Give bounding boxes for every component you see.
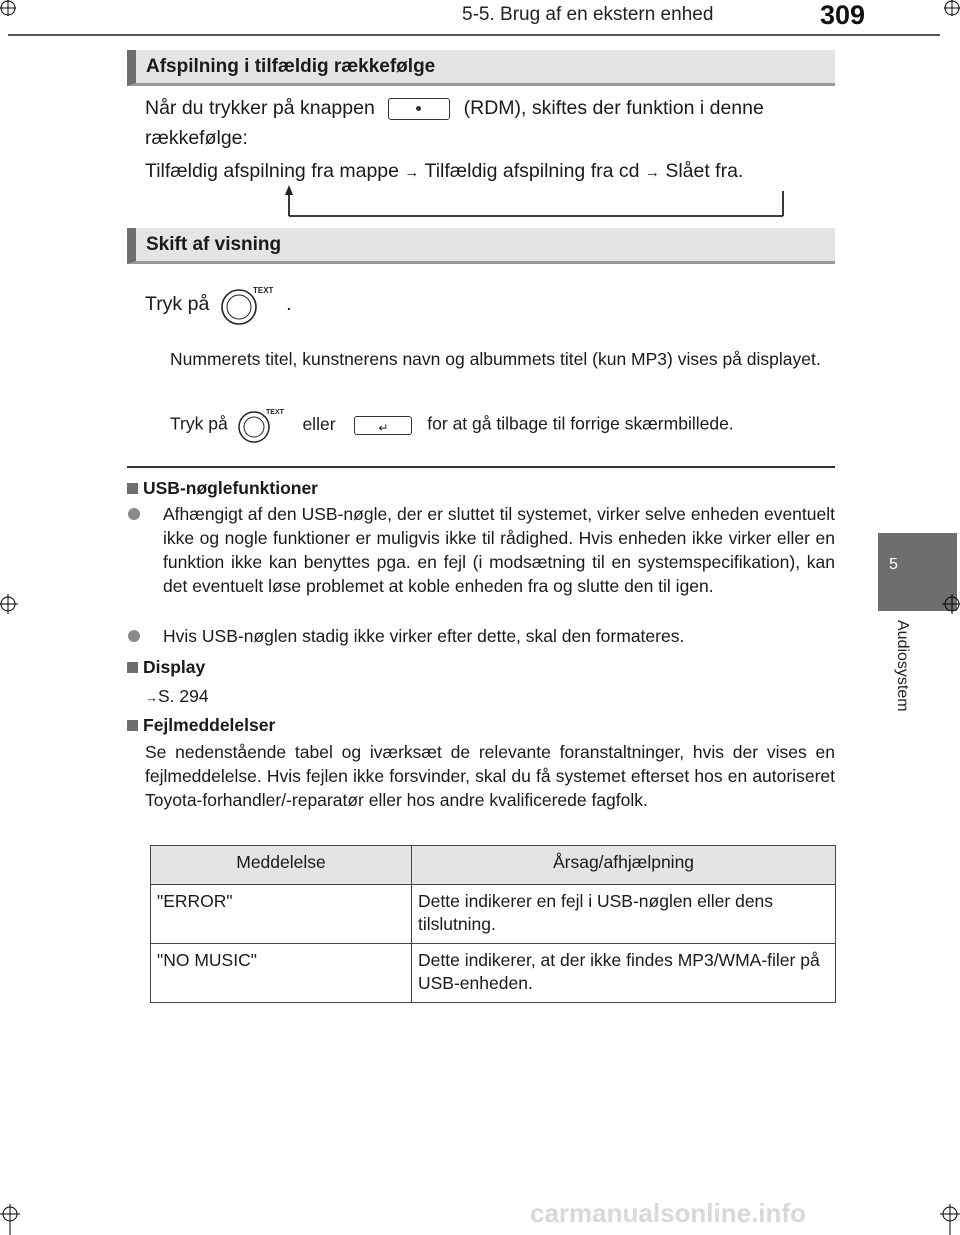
rdm-button-icon: [388, 98, 450, 120]
errors-heading: Fejlmeddelelser: [127, 713, 275, 737]
square-bullet-icon: [127, 720, 138, 731]
crop-mark-icon: [936, 1200, 960, 1235]
table-row: [151, 944, 836, 1003]
arrow-right-icon: →: [644, 164, 660, 181]
loop-back-arrow-icon: [280, 185, 790, 220]
section-heading-display: [127, 228, 835, 264]
table-header-row: [151, 846, 836, 885]
table-cell: "ERROR": [151, 885, 412, 944]
table-header-cell: Årsag/afhjælpning: [412, 846, 836, 885]
running-header-title: 5-5. Brug af en ekstern enhed: [462, 4, 714, 25]
sequence-step-1: Tilfældig afspilning fra mappe: [145, 160, 399, 182]
notes-separator: [127, 466, 835, 468]
arrow-right-icon: →: [404, 164, 420, 181]
table-row: [151, 885, 836, 944]
usb-heading: USB-nøglefunktioner: [127, 476, 318, 500]
svg-text:TEXT: TEXT: [265, 409, 284, 416]
table-cell: Dette indikerer, at der ikke findes MP3/WMA-filer på USB-enheden.: [412, 944, 836, 1003]
section-heading-text: Afspilning i tilfældig rækkefølge: [146, 56, 436, 77]
page-number: 309: [820, 0, 866, 30]
crop-mark-icon: [0, 592, 24, 616]
chapter-number: 5: [889, 556, 898, 573]
table-cell: Dette indikerer en fejl i USB-nøglen eller dens tilslutning.: [412, 885, 836, 944]
section-heading-random: [127, 50, 835, 86]
back-button-icon: ↵: [354, 416, 412, 435]
round-bullet-icon: [128, 508, 140, 520]
intro-paragraph: Når du trykker på knappen (RDM), skiftes der funktion i denne rækkefølge:: [145, 97, 764, 149]
display-heading: Display: [127, 655, 205, 679]
watermark: carmanualsonline.info: [530, 1198, 806, 1228]
chapter-label: Audiosystem: [894, 620, 911, 712]
crop-mark-icon: [0, 0, 24, 24]
back-line: Tryk på TEXT eller ↵ for at gå tilbage til forrige skærmbillede.: [170, 405, 734, 445]
usb-bullet-1: Afhængigt af den USB-nøgle, der er sluttet til systemet, virker selve enheden eventuelt ikke og nogle funktioner er muligvis ikke til rådighed. Hvis enheden ikke virker eller en funktion ikke kan benyttes pga. en fejl (i modsætning til en systemspecifikation), kan det eventuelt løse problemet at koble enheden fra og slutte den til igen.: [127, 502, 835, 598]
crop-mark-icon: [936, 592, 960, 616]
crop-mark-icon: [936, 0, 960, 24]
table-header-cell: Meddelelse: [151, 846, 412, 885]
text-knob-icon: [236, 405, 292, 445]
round-bullet-icon: [128, 630, 140, 642]
sequence-step-2: Tilfældig afspilning fra cd: [424, 160, 640, 182]
table-cell: "NO MUSIC": [151, 944, 412, 1003]
section-heading-text: Skift af visning: [146, 234, 282, 255]
sequence-step-3: Slået fra.: [665, 160, 744, 182]
display-note: Nummerets titel, kunstnerens navn og albummets titel (kun MP3) vises på displayet.: [170, 349, 821, 369]
square-bullet-icon: [127, 483, 138, 494]
sequence-line: [145, 156, 743, 188]
text-knob-icon: [219, 283, 281, 327]
crop-mark-icon: [0, 1200, 24, 1235]
header-rule: [8, 34, 940, 36]
display-reference: →S. 294: [145, 686, 209, 706]
usb-bullet-2: Hvis USB-nøglen stadig ikke virker efter dette, skal den formateres.: [127, 624, 835, 648]
press-line: Tryk på TEXT .: [145, 283, 292, 327]
errors-paragraph: Se nedenstående tabel og iværksæt de relevante foranstaltninger, hvis der vises en fejlmeddelelse. Hvis fejlen ikke forsvinder, skal du få systemet efterset hos en autoriseret Toyota-forhandler/-reparatør eller hos andre kvalificerede fagfolk.: [145, 742, 835, 810]
arrow-right-icon: →: [145, 690, 158, 705]
square-bullet-icon: [127, 662, 138, 673]
error-message-table: [150, 845, 836, 1003]
svg-text:TEXT: TEXT: [252, 286, 274, 295]
